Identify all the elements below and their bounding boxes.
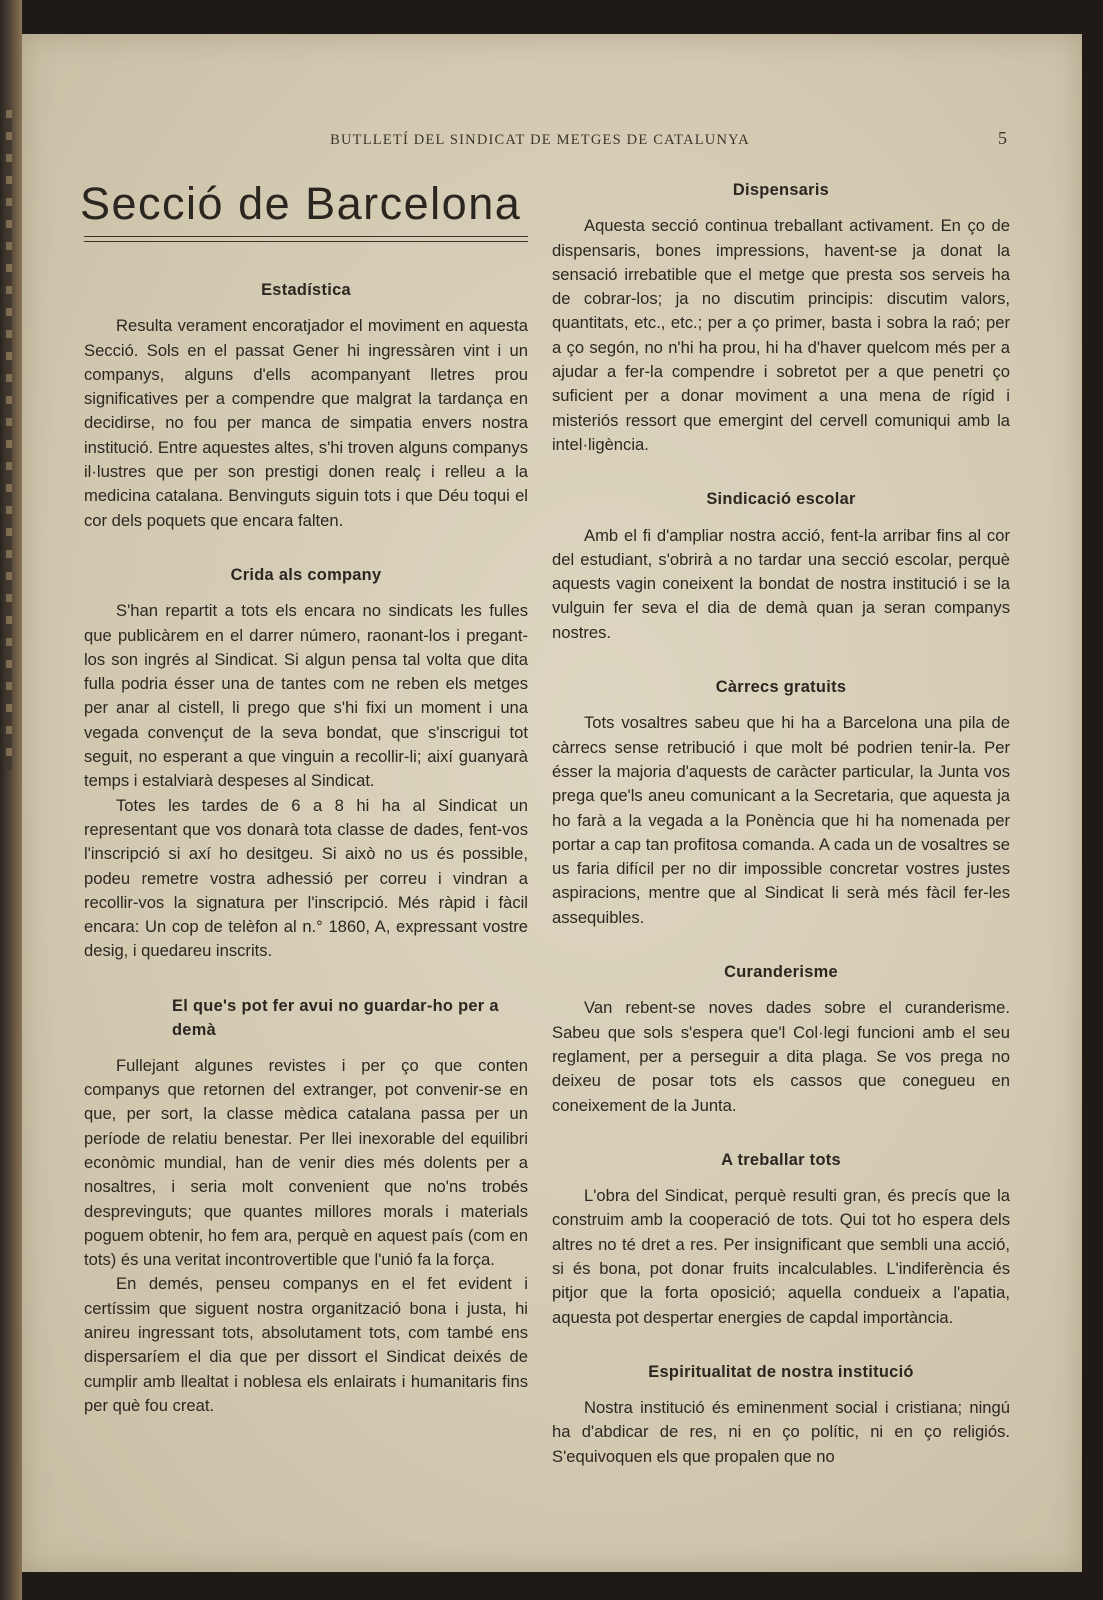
- paragraph: En demés, penseu companys en el fet evident i certíssim que siguent nostra organització bona i justa, hi anireu ingressant tots, absolutament tots, com també ens dispersaríem el dia que per dissort el Sindicat deixés de cumplir amb llealtat i noblesa els enlairats i humanitaris fins per què fou creat.: [84, 1274, 528, 1415]
- title-double-rule: [84, 236, 528, 242]
- section-title: Secció de Barcelona: [80, 178, 522, 229]
- heading-estadistica: Estadística: [261, 281, 351, 299]
- paragraph: Amb el fi d'ampliar nostra acció, fent-la arribar fins al cor del estudiant, s'obrirà a no tardar una secció escolar, perquè aquests vagin coneixent la bondat de nostra institució i se la vulguin fer seva el dia de demà quan ja seran companys nostres.: [552, 525, 1010, 642]
- page-number: 5: [998, 128, 1007, 148]
- heading-sindicacio-escolar: Sindicació escolar: [706, 490, 856, 509]
- paragraph: Tots vosaltres sabeu que hi ha a Barcelona una pila de càrrecs sense retribució i que molt bé podrien tenir-la. Per ésser la majoria d'aquests de caràcter particular, la Junta vos prega que'ls aneu comunicant a la Secretaria, que aquesta ja ho farà a la vegada a la Ponència que hi ha nomenada per portar a cap tan profitosa comanda. A cada un de vosaltres se us faria difícil per no dir impossible concretar vostres justes aspiracions, mentre que al Sindicat li serà més fàcil fer-les assequibles.: [552, 713, 1010, 927]
- paragraph: Resulta verament encoratjador el moviment en aquesta Secció. Sols en el passat Gener hi ingressàren vint i un companys, alguns d'ells acompanyant lletres prou significatives per a compendre que malgrat la tardança en decidirse, no fou per manca de simpatia envers nostra institució. Entre aquestes altes, s'hi troven alguns companys il·lustres que per son prestigi donen realç i relleu a la medicina catalana. Benvinguts siguin tots i que Déu toqui el cor dels poquets que encara falten.: [84, 316, 528, 530]
- heading-avui: El que's pot fer avui no guardar-ho per a demà: [172, 996, 499, 1039]
- paragraph: S'han repartit a tots els encara no sindicats les fulles que publicàrem en el darrer número, raonant-los i pregant-los son ingrés al Sindicat. Si algun pensa tal volta que dita fulla podria ésser una de tantes com ne reben els metges per anar al cistell, li prego que s'hi fixi un moment i una vegada convençut de la seva bondat, que s'inscrigui tot seguit, no esperant a que vinguin a recollir-li; així guanyarà temps i estalviarà despeses al Sindicat.: [84, 601, 528, 791]
- paragraph: Van rebent-se noves dades sobre el curanderisme. Sabeu que sols s'espera que'l Col·legi funcioni amb el seu reglament, per a perseguir a dita plaga. Se vos prega no deixeu de posar tots els cassos que conegueu en coneixement de la Junta.: [552, 998, 1010, 1115]
- paragraph: Fullejant algunes revistes i per ço que conten companys que retornen del extranger, pot convenir-se en que, per sort, la classe mèdica catalana passa per un període de relatiu benestar. Per llei inexorable del equilibri econòmic mundial, han de venir dies més dolents per a nosaltres, i seria molt convenient que no'ns trobés desprevinguts; que quantes millores morals i materials poguem obtenir, ho fem ara, perquè en aquest país (com en tots) és una veritat incontrovertible que l'unió fa la força.: [84, 1055, 528, 1270]
- heading-a-treballar-tots: A treballar tots: [721, 1150, 841, 1169]
- paragraph: L'obra del Sindicat, perquè resulti gran, és precís que la construim amb la cooperació de tots. Qui tot ho espera dels altres no té dret a res. Per insignificant que sembli una acció, si és bona, pot donar fruits incalculables. L'indiferència és pitjor que la forta oposició; aquella condueix a l'apatia, aquesta pot despertar energies de capdal importància.: [552, 1186, 1010, 1327]
- heading-espiritualitat: Espiritualitat de nostra institució: [648, 1362, 914, 1381]
- paragraph: Aquesta secció continua treballant activament. En ço de dispensaris, bones impressions, havent-se ja donat la sensació irrebatible que el metge que presta sos serveis ha de cobrar-los; ja no discutim principis: discutim valors, quantitats, etc., etc.; per a ço primer, basta i sobra la raó; per a ço segón, no n'hi ha prou, hi ha d'haver quelcom més per a ajudar a fer-la compendre i sobretot per a que penetri ço suficient per a donar moviment a una mena de rígid i misteriós ressort que emergint del cervell comuniqui amb la intel·ligència.: [552, 216, 1010, 454]
- heading-crida: Crida als company: [230, 565, 382, 584]
- heading-carrecs-gratuits: Càrrecs gratuits: [715, 678, 847, 697]
- binding-stitch: [6, 110, 12, 770]
- left-column: [84, 270, 528, 1418]
- heading-curanderisme: Curanderisme: [724, 963, 838, 982]
- paragraph: Totes les tardes de 6 a 8 hi ha al Sindicat un representant que vos donarà tota classe de dades, fent-vos l'inscripció si axí ho desitgeu. Si això no us és possible, podeu remetre vostra adhessió per correu i vindran a recollir-vos la signatura per l'inscripció. Més ràpid i fàcil encara: Un cop de telèfon al n.° 1860, A, expressant vostre desig, i quedareu inscrits.: [84, 795, 528, 961]
- right-column: [552, 170, 1010, 1469]
- running-header: BUTLLETÍ DEL SINDICAT DE METGES DE CATALUNYA: [330, 132, 750, 148]
- paragraph: Nostra institució és eminenment social i cristiana; ningú ha d'abdicar de res, ni en ço polític, ni en ço religiós. S'equivoquen els que propalen que no: [552, 1398, 1010, 1466]
- heading-dispensaris: Dispensaris: [732, 181, 830, 199]
